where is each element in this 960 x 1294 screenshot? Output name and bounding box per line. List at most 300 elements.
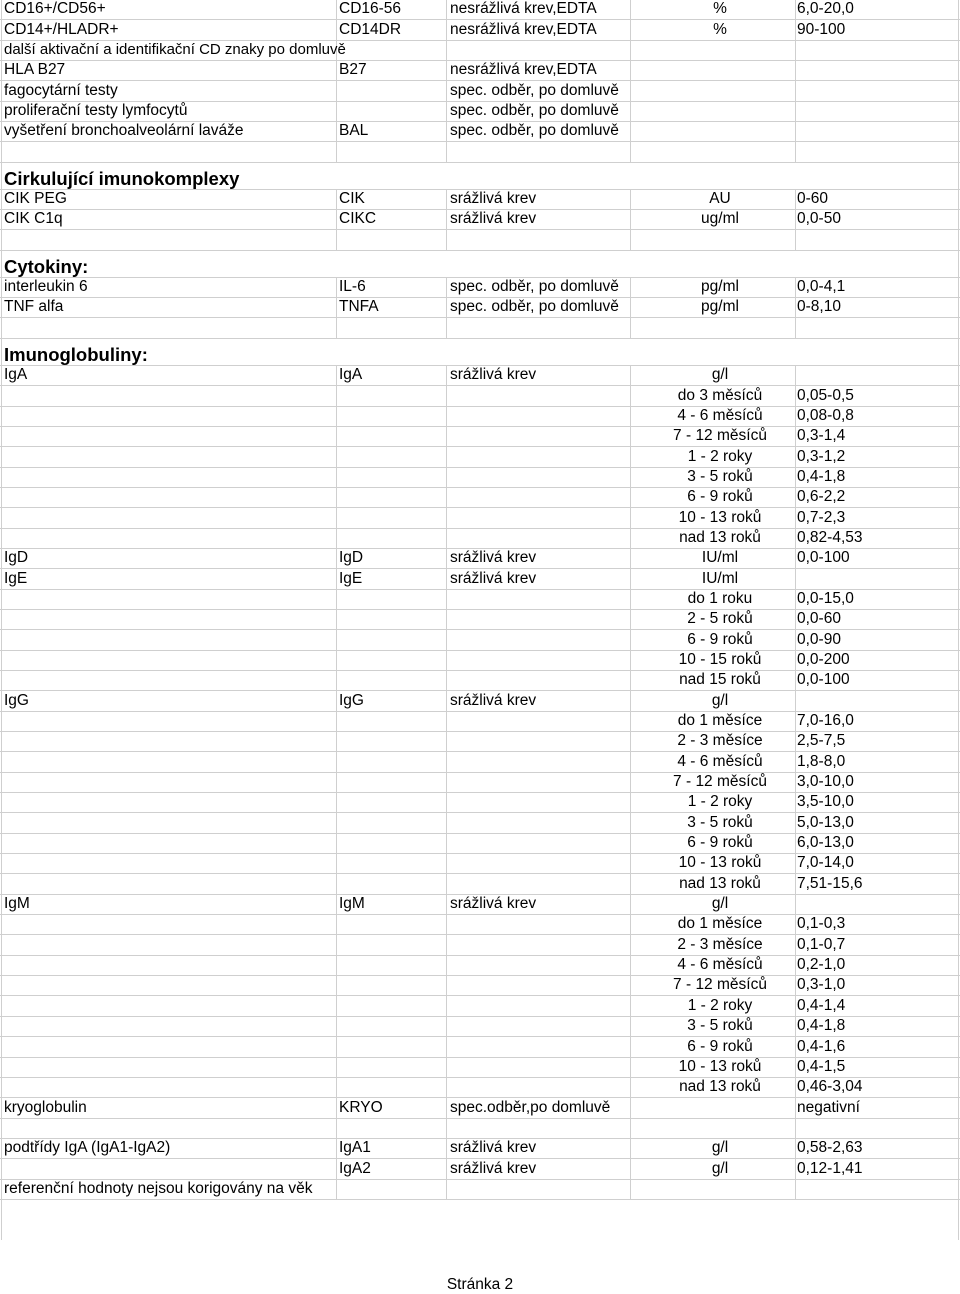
- cell-material: srážlivá krev: [450, 1139, 537, 1157]
- table-row: [0, 122, 960, 142]
- cell-material: spec. odběr, po domluvě: [450, 81, 619, 99]
- grid-line: [336, 834, 337, 853]
- cell-unit: g/l: [711, 691, 729, 709]
- cell-reference-range: 0,0-60: [797, 610, 841, 628]
- cell-reference-range: 7,0-16,0: [797, 712, 854, 729]
- cell-material: srážlivá krev: [450, 190, 537, 208]
- table-row: [0, 508, 960, 528]
- grid-line: [446, 752, 447, 771]
- cell-code: IgD: [339, 549, 364, 567]
- grid-line: [446, 1159, 447, 1178]
- grid-line: [336, 671, 337, 690]
- grid-line: [336, 508, 337, 527]
- cell-unit: do 3 měsíců: [677, 386, 763, 404]
- grid-line: [446, 468, 447, 487]
- table-row: [0, 712, 960, 732]
- cell-code: IgG: [339, 691, 364, 709]
- cell-test-name: TNF alfa: [4, 298, 64, 316]
- cell-reference-range: 3,5-10,0: [797, 793, 854, 811]
- cell-unit: pg/ml: [701, 298, 739, 316]
- section-title: Cytokiny:: [4, 255, 89, 277]
- table-row: [0, 1180, 960, 1200]
- table-row: [0, 549, 960, 569]
- grid-line: [336, 630, 337, 649]
- cell-material: nesrážlivá krev,EDTA: [450, 20, 597, 38]
- cell-unit: 7 - 12 měsíců: [673, 427, 767, 445]
- cell-material: srážlivá krev: [450, 895, 537, 913]
- table-row: [0, 0, 960, 20]
- cell-unit: 6 - 9 roků: [687, 1037, 753, 1055]
- table-row: [0, 691, 960, 711]
- cell-test-name: podtřídy IgA (IgA1-IgA2): [4, 1139, 171, 1157]
- cell-material: srážlivá krev: [450, 549, 537, 567]
- grid-line: [446, 773, 447, 792]
- cell-code: TNFA: [339, 298, 379, 316]
- cell-material: spec. odběr, po domluvě: [450, 102, 619, 120]
- grid-line: [336, 1098, 337, 1117]
- cell-test-name: IgD: [4, 549, 29, 567]
- cell-code: B27: [339, 61, 367, 79]
- cell-material: srážlivá krev: [450, 210, 537, 228]
- cell-unit: 6 - 9 roků: [687, 834, 753, 852]
- grid-line: [446, 895, 447, 914]
- cell-unit: 10 - 13 roků: [678, 508, 762, 526]
- cell-reference-range: 0,2-1,0: [797, 956, 846, 974]
- cell-unit: 2 - 5 roků: [687, 610, 753, 628]
- table-row: [0, 190, 960, 210]
- grid-line: [336, 386, 337, 405]
- cell-unit: g/l: [711, 366, 729, 384]
- table-row: [0, 386, 960, 406]
- cell-unit: ug/ml: [701, 210, 739, 228]
- cell-unit: 4 - 6 měsíců: [677, 406, 763, 424]
- grid-line: [446, 956, 447, 975]
- cell-unit: 10 - 15 roků: [678, 650, 762, 668]
- table-row: [0, 1058, 960, 1078]
- cell-unit: 3 - 5 roků: [687, 1017, 753, 1035]
- cell-code: CD14DR: [339, 20, 402, 38]
- cell-reference-range: 0,08-0,8: [797, 406, 854, 424]
- table-row: [0, 41, 960, 61]
- grid-line: [336, 1078, 337, 1097]
- table-row: [0, 366, 960, 386]
- grid-line: [336, 915, 337, 934]
- cell-unit: 10 - 13 roků: [678, 1057, 762, 1075]
- table-row: [0, 732, 960, 752]
- cell-unit: %: [713, 20, 727, 38]
- cell-unit: do 1 měsíce: [677, 915, 763, 933]
- cell-reference-range: 0,12-1,41: [797, 1159, 863, 1177]
- grid-line: [630, 102, 631, 121]
- cell-reference-range: 0,05-0,5: [797, 386, 854, 404]
- table-row: [0, 773, 960, 793]
- grid-line: [336, 447, 337, 466]
- table-row: [0, 210, 960, 230]
- table-row: [0, 447, 960, 467]
- cell-unit: g/l: [711, 1159, 729, 1177]
- section-title: Cirkulující imunokomplexy: [4, 167, 240, 189]
- section-title: Imunoglobuliny:: [4, 343, 148, 365]
- table-row: [0, 976, 960, 996]
- table-row: [0, 834, 960, 854]
- grid-line: [446, 1037, 447, 1056]
- grid-line: [446, 488, 447, 507]
- cell-reference-range: 6,0-20,0: [797, 0, 854, 18]
- cell-code: KRYO: [339, 1098, 383, 1116]
- table-row: [0, 61, 960, 81]
- grid-line: [446, 1119, 447, 1138]
- grid-line: [795, 1180, 796, 1199]
- grid-line: [446, 732, 447, 751]
- grid-line: [446, 712, 447, 731]
- grid-line: [336, 230, 337, 249]
- cell-unit: %: [713, 0, 727, 18]
- cell-code: IgA: [339, 366, 363, 384]
- section-header-row: [0, 251, 960, 278]
- cell-code: IL-6: [339, 278, 366, 296]
- table-row: [0, 996, 960, 1016]
- grid-line: [336, 610, 337, 629]
- grid-line: [446, 122, 447, 141]
- cell-reference-range: 0,0-4,1: [797, 278, 846, 296]
- cell-reference-range: 7,51-15,6: [797, 874, 863, 892]
- cell-test-name: vyšetření bronchoalveolární laváže: [4, 122, 244, 140]
- cell-material: srážlivá krev: [450, 569, 537, 587]
- grid-line: [336, 61, 337, 80]
- cell-material: nesrážlivá krev,EDTA: [450, 0, 597, 18]
- table-row: [0, 488, 960, 508]
- cell-material: nesrážlivá krev,EDTA: [450, 61, 597, 79]
- grid-line: [446, 874, 447, 893]
- cell-material: srážlivá krev: [450, 1159, 537, 1177]
- grid-line: [336, 996, 337, 1015]
- cell-unit: AU: [709, 190, 731, 208]
- cell-test-name: proliferační testy lymfocytů: [4, 102, 188, 120]
- grid-line: [446, 834, 447, 853]
- cell-reference-range: 0,7-2,3: [797, 508, 846, 526]
- grid-line: [336, 854, 337, 873]
- cell-unit: 4 - 6 měsíců: [677, 752, 763, 770]
- cell-unit: do 1 roku: [687, 589, 753, 607]
- grid-line: [336, 81, 337, 100]
- grid-line: [446, 610, 447, 629]
- grid-line: [446, 529, 447, 548]
- grid-line: [446, 976, 447, 995]
- cell-unit: do 1 měsíce: [677, 712, 763, 729]
- table-row: [0, 793, 960, 813]
- grid-line: [336, 1058, 337, 1077]
- grid-line: [336, 529, 337, 548]
- cell-test-name: HLA B27: [4, 61, 66, 79]
- cell-test-name: fagocytární testy: [4, 81, 118, 99]
- grid-line: [446, 854, 447, 873]
- table-row: [0, 142, 960, 162]
- table-row: [0, 318, 960, 338]
- cell-reference-range: 0,4-1,5: [797, 1057, 846, 1075]
- grid-line: [446, 210, 447, 229]
- table-row: [0, 590, 960, 610]
- grid-line: [446, 20, 447, 39]
- grid-line: [630, 122, 631, 141]
- cell-unit: nad 13 roků: [679, 528, 761, 546]
- cell-reference-range: 0,3-1,0: [797, 976, 846, 994]
- cell-test-name: interleukin 6: [4, 278, 88, 296]
- cell-test-name: CD16+/CD56+: [4, 0, 106, 18]
- table-row: [0, 1139, 960, 1159]
- cell-reference-range: 0,4-1,6: [797, 1037, 846, 1055]
- table-row: [0, 230, 960, 250]
- cell-reference-range: 7,0-14,0: [797, 854, 854, 872]
- grid-line: [336, 813, 337, 832]
- grid-line: [336, 210, 337, 229]
- cell-reference-range: 3,0-10,0: [797, 773, 854, 791]
- cell-reference-range: 0,82-4,53: [797, 528, 863, 546]
- cell-material: srážlivá krev: [450, 366, 537, 384]
- grid-line: [336, 318, 337, 337]
- table-row: [0, 298, 960, 318]
- grid-line: [795, 81, 796, 100]
- table-row: [0, 81, 960, 101]
- cell-unit: 7 - 12 měsíců: [673, 773, 767, 791]
- grid-line: [446, 0, 447, 19]
- grid-line: [446, 102, 447, 121]
- grid-line: [446, 41, 447, 60]
- grid-line: [446, 81, 447, 100]
- cell-test-name: IgE: [4, 569, 28, 587]
- grid-line: [446, 671, 447, 690]
- grid-line: [336, 1037, 337, 1056]
- cell-reference-range: 0-8,10: [797, 298, 841, 316]
- cell-unit: nad 13 roků: [679, 1078, 761, 1096]
- cell-reference-range: 90-100: [797, 20, 846, 38]
- cell-material: spec.odběr,po domluvě: [450, 1098, 611, 1116]
- table-row: [0, 278, 960, 298]
- cell-material: srážlivá krev: [450, 691, 537, 709]
- cell-reference-range: 0,3-1,4: [797, 427, 846, 445]
- table-row: [0, 935, 960, 955]
- table-row: [0, 1078, 960, 1098]
- cell-reference-range: 0,58-2,63: [797, 1139, 863, 1157]
- grid-line: [336, 20, 337, 39]
- grid-line: [446, 1058, 447, 1077]
- grid-line: [446, 691, 447, 710]
- cell-code: IgM: [339, 895, 365, 913]
- grid-line: [446, 1098, 447, 1117]
- section-header-row: [0, 339, 960, 366]
- grid-line: [446, 190, 447, 209]
- cell-unit: IU/ml: [701, 549, 739, 567]
- cell-reference-range: 6,0-13,0: [797, 834, 854, 852]
- table-row: [0, 854, 960, 874]
- grid-line: [630, 1180, 631, 1199]
- grid-line: [336, 773, 337, 792]
- table-row: [0, 102, 960, 122]
- grid-line: [630, 1098, 631, 1117]
- grid-line: [446, 278, 447, 297]
- cell-reference-range: 0,0-15,0: [797, 589, 854, 607]
- cell-unit: 6 - 9 roků: [687, 488, 753, 506]
- grid-line: [795, 41, 796, 60]
- grid-line: [336, 407, 337, 426]
- cell-reference-range: negativní: [797, 1098, 860, 1116]
- sheet-right-border: [958, 0, 959, 1240]
- grid-line: [446, 1180, 447, 1199]
- grid-line: [630, 318, 631, 337]
- grid-line: [795, 1098, 796, 1117]
- table-row: [0, 752, 960, 772]
- table-row: [0, 915, 960, 935]
- grid-line: [446, 386, 447, 405]
- grid-line: [336, 142, 337, 161]
- grid-line: [446, 813, 447, 832]
- grid-line: [446, 142, 447, 161]
- grid-line: [336, 0, 337, 19]
- grid-line: [630, 61, 631, 80]
- cell-reference-range: 0,4-1,4: [797, 996, 846, 1014]
- grid-line: [446, 590, 447, 609]
- cell-unit: 2 - 3 měsíce: [677, 732, 763, 750]
- table-row: [0, 20, 960, 40]
- grid-line: [795, 230, 796, 249]
- cell-reference-range: 0-60: [797, 190, 829, 208]
- grid-line: [795, 142, 796, 161]
- cell-code: CIK: [339, 190, 365, 208]
- grid-line: [795, 1119, 796, 1138]
- grid-line: [336, 590, 337, 609]
- table-row: [0, 1017, 960, 1037]
- cell-code: CD16-56: [339, 0, 402, 18]
- grid-line: [336, 691, 337, 710]
- table-row: [0, 1037, 960, 1057]
- grid-line: [336, 366, 337, 385]
- grid-line: [336, 752, 337, 771]
- grid-line: [336, 468, 337, 487]
- grid-line: [446, 427, 447, 446]
- cell-unit: 4 - 6 měsíců: [677, 956, 763, 974]
- cell-code: IgA1: [339, 1139, 371, 1157]
- grid-line: [446, 407, 447, 426]
- cell-reference-range: 0,0-90: [797, 630, 841, 648]
- cell-unit: nad 15 roků: [679, 671, 761, 689]
- table-row: [0, 529, 960, 549]
- table-row: [0, 468, 960, 488]
- grid-line: [630, 81, 631, 100]
- grid-line: [446, 935, 447, 954]
- cell-material: spec. odběr, po domluvě: [450, 278, 619, 296]
- grid-line: [446, 915, 447, 934]
- grid-line: [795, 318, 796, 337]
- grid-line: [446, 996, 447, 1015]
- grid-line: [336, 935, 337, 954]
- sheet-left-border: [1, 0, 2, 1240]
- cell-code: IgA2: [339, 1159, 371, 1177]
- cell-test-name: CIK PEG: [4, 190, 67, 208]
- grid-line: [446, 1078, 447, 1097]
- cell-reference-range: 0,0-200: [797, 650, 850, 668]
- grid-line: [446, 630, 447, 649]
- grid-line: [446, 508, 447, 527]
- cell-unit: 2 - 3 měsíce: [677, 935, 763, 953]
- cell-test-name: IgM: [4, 895, 30, 913]
- table-row: [0, 427, 960, 447]
- grid-line: [630, 1119, 631, 1138]
- grid-line: [446, 366, 447, 385]
- cell-code: CIKC: [339, 210, 377, 228]
- grid-line: [630, 230, 631, 249]
- cell-test-name: IgG: [4, 691, 29, 709]
- grid-line: [795, 122, 796, 141]
- grid-line: [336, 298, 337, 317]
- grid-line: [336, 1017, 337, 1036]
- grid-line: [336, 793, 337, 812]
- grid-line: [446, 318, 447, 337]
- cell-reference-range: 1,8-8,0: [797, 752, 846, 770]
- cell-unit: nad 13 roků: [679, 874, 761, 892]
- cell-reference-range: 0,0-100: [797, 549, 850, 567]
- grid-line: [336, 190, 337, 209]
- table-row: [0, 630, 960, 650]
- grid-line: [336, 732, 337, 751]
- grid-line: [336, 895, 337, 914]
- cell-reference-range: 0,1-0,7: [797, 935, 846, 953]
- grid-line: [446, 793, 447, 812]
- grid-line: [336, 549, 337, 568]
- cell-unit: 3 - 5 roků: [687, 813, 753, 831]
- table-row: [0, 407, 960, 427]
- cell-unit: IU/ml: [701, 569, 739, 587]
- cell-test-name: CIK C1q: [4, 210, 63, 228]
- cell-reference-range: 5,0-13,0: [797, 813, 854, 831]
- grid-line: [336, 569, 337, 588]
- table-row: [0, 813, 960, 833]
- cell-reference-range: 0,1-0,3: [797, 915, 846, 933]
- grid-line: [336, 1180, 337, 1199]
- cell-material: spec. odběr, po domluvě: [450, 122, 619, 140]
- cell-test-name: CD14+/HLADR+: [4, 20, 119, 38]
- grid-line: [336, 278, 337, 297]
- grid-line: [446, 1139, 447, 1158]
- cell-unit: g/l: [711, 1139, 729, 1157]
- table-row: [0, 651, 960, 671]
- grid-line: [336, 1119, 337, 1138]
- grid-line: [630, 41, 631, 60]
- cell-unit: 7 - 12 měsíců: [673, 976, 767, 994]
- grid-line: [446, 651, 447, 670]
- cell-test-name: referenční hodnoty nejsou korigovány na věk: [4, 1179, 313, 1197]
- cell-code: BAL: [339, 122, 369, 140]
- grid-line: [336, 488, 337, 507]
- cell-unit: 3 - 5 roků: [687, 467, 753, 485]
- cell-reference-range: 0,0-100: [797, 671, 850, 689]
- grid-line: [336, 874, 337, 893]
- cell-unit: 10 - 13 roků: [678, 854, 762, 872]
- table-row: [0, 569, 960, 589]
- cell-reference-range: 0,3-1,2: [797, 447, 846, 465]
- grid-line: [336, 122, 337, 141]
- table-row: [0, 1119, 960, 1139]
- cell-code: IgE: [339, 569, 363, 587]
- section-header-row: [0, 163, 960, 190]
- grid-line: [336, 712, 337, 731]
- table-row: [0, 895, 960, 915]
- grid-line: [446, 447, 447, 466]
- table-row: [0, 1098, 960, 1118]
- grid-line: [446, 298, 447, 317]
- cell-reference-range: 2,5-7,5: [797, 732, 846, 750]
- table-row: [0, 1159, 960, 1179]
- grid-line: [336, 956, 337, 975]
- grid-line: [336, 651, 337, 670]
